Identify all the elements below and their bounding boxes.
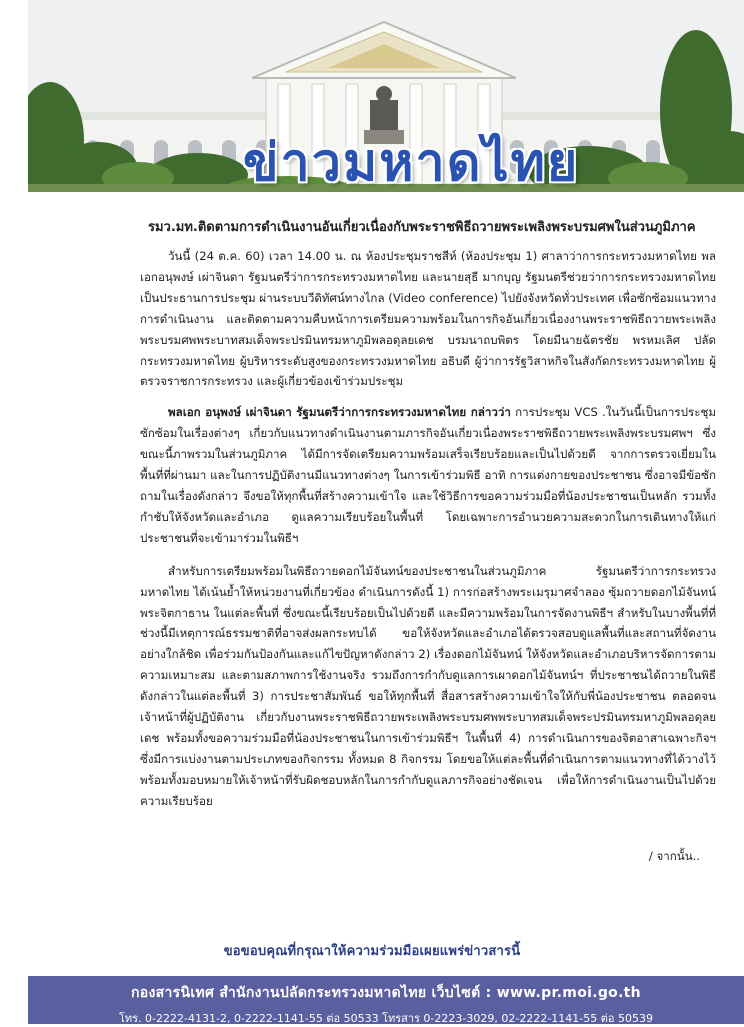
thanks-note: ขอขอบคุณที่กรุณาให้ความร่วมมือเผยแพร่ข่าวสารนี้ <box>223 944 521 959</box>
article-body <box>140 246 716 812</box>
paragraph-2 <box>140 402 716 548</box>
header-banner <box>28 0 744 192</box>
article-headline: รมว.มท.ติดตามการดำเนินงานอันเกี่ยวเนื่องกับพระราชพิธีถวายพระเพลิงพระบรมศพในส่วนภูมิภาค <box>148 220 696 235</box>
footer-contact: โทร. 0-2222-4131-2, 0-2222-1141-55 ต่อ 50533 โทรสาร 0-2223-3029, 02-2222-1141-55 ต่อ 50539 <box>119 1012 653 1025</box>
paragraph-2-lead: พลเอก อนุพงษ์ เผ่าจินดา รัฐมนตรีว่าการกระทรวงมหาดไทย กล่าวว่า <box>168 405 511 420</box>
paragraph-2-text: การประชุม VCS .ในวันนี้เป็นการประชุมซักซ้อมในเรื่องต่างๆ เกี่ยวกับแนวทางดำเนินงานตามภารกิจอันเกี่ยวเนื่องพระราชพิธีถวายพระเพลิงพระบรมศพฯ ซึ่งขณะนี้ภาพรวมในส่วนภูมิภาค ได้มีการจัดเตรียมความพร้อมเสร็จเรียบร้อยและเป็นไปด้วยดี จากการตรวจเยี่ยมในพื้นที่ที่ผ่านมา และในการปฏิบัติงานมีแนวทางต่างๆ ในการเข้าร่วมพิธี อาทิ การแต่งกายของประชาชน ซึ่งอาจมีข้อซักถามในเรื่องดังกล่าว จึงขอให้ทุกพื้นที่สร้างความเข้าใจ และใช้วิธีการขอความร่วมมือที่น้องประชาชนเป็นหลัก รวมทั้งกำชับให้จังหวัดและอำเภอ ดูแลความเรียบร้อยในพื้นที่ โดยเฉพาะการอำนวยความสะดวกในการเดินทางให้แก่ประชาชนที่จะเข้ามาร่วมในพิธีฯ <box>140 405 716 545</box>
footer-org-website: กองสารนิเทศ สำนักงานปลัดกระทรวงมหาดไทย เว็บไซต์ : www.pr.moi.go.th <box>131 985 641 1001</box>
paragraph-3: สำหรับการเตรียมพร้อมในพิธีถวายดอกไม้จันทน์ของประชาชนในส่วนภูมิภาค รัฐมนตรีว่าการกระทรวงมหาดไทย ได้เน้นย้ำให้หน่วยงานที่เกี่ยวข้อง ดำเนินการดังนี้ 1) การก่อสร้างพระเมรุมาศจำลอง ซุ้มถวายดอกไม้จันทน์ พระจิตกาธาน ในแต่ละพื้นที่ ซึ่งขณะนี้เรียบร้อยเป็นไปด้วยดี และมีความพร้อมในการจัดงานพิธีฯ สำหรับในบางพื้นที่ที่ช่วงนี้มีเหตุการณ์ธรรมชาติที่อาจส่งผลกระทบได้ ขอให้จังหวัดและอำเภอได้ตรวจสอบดูแลพื้นที่และสถานที่จัดงานอย่างใกล้ชิด เพื่อร่วมกันป้องกันและแก้ไขปัญหาดังกล่าว 2) เรื่องดอกไม้จันทน์ ให้จังหวัดและอำเภอบริหารจัดการตามความเหมาะสม และตามสภาพการใช้งานจริง รวมถึงการกำกับดูแลการเผาดอกไม้จันทน์ฯ ที่ประชาชนได้ถวายในพิธีดังกล่าวในแต่ละพื้นที่ 3) การประชาสัมพันธ์ ขอให้ทุกพื้นที่ สื่อสารสร้างความเข้าใจให้กับพี่น้องประชาชน ตลอดจนเจ้าหน้าที่ผู้ปฏิบัติงาน เกี่ยวกับงานพระราชพิธีถวายพระเพลิงพระบรมศพพระบาทสมเด็จพระปรมินทรมหาภูมิพลอดุลยเดช พร้อมทั้งขอความร่วมมือที่น้องประชาชนในการเข้าร่วมพิธีฯ ในพื้นที่ 4) การดำเนินการของจิตอาสาเฉพาะกิจฯ ซึ่งมีการแบ่งงานตามประเภทของกิจกรรม ทั้งหมด 8 กิจกรรม โดยขอให้แต่ละพื้นที่ดำเนินการตามแนวทางที่ได้วางไว้ พร้อมทั้งมอบหมายให้เจ้าหน้าที่รับผิดชอบหลักในการกำกับดูแลภารกิจอย่างชัดเจน เพื่อให้การดำเนินงานเป็นไปด้วยความเรียบร้อย <box>140 563 716 808</box>
continuation-note: / จากนั้น.. <box>648 849 700 863</box>
footer-bar <box>28 976 744 1024</box>
paragraph-1: วันนี้ (24 ต.ค. 60) เวลา 14.00 น. ณ ห้องประชุมราชสีห์ (ห้องประชุม 1) ศาลาว่าการกระทรวงมหาดไทย พลเอกอนุพงษ์ เผ่าจินดา รัฐมนตรีว่าการกระทรวงมหาดไทย และนายสุธี มากบุญ รัฐมนตรีช่วยว่าการกระทรวงมหาดไทย เป็นประธานการประชุม ผ่านระบบวีดิทัศน์ทางไกล (Video conference) ไปยังจังหวัดทั่วประเทศ เพื่อซักซ้อมแนวทางการดำเนินงาน และติดตามความคืบหน้าการเตรียมความพร้อมในการกิจอันเกี่ยวเนื่องงานพระราชพิธีถวายพระเพลิงพระบรมศพพระบาทสมเด็จพระปรมินทรมหาภูมิพลอดุลยเดช บรมนาถบพิตร โดยมีนายฉัตรชัย พรหมเลิศ ปลัดกระทรวงมหาดไทย ผู้บริหารระดับสูงของกระทรวงมหาดไทย อธิบดี ผู้ว่าการรัฐวิสาหกิจในสังกัดกระทรวงมหาดไทย ผู้ตรวจราชการกระทรวง และผู้เกี่ยวข้องเข้าร่วมประชุม <box>140 249 716 389</box>
masthead-title: ข่าวมหาดไทย <box>243 132 580 192</box>
